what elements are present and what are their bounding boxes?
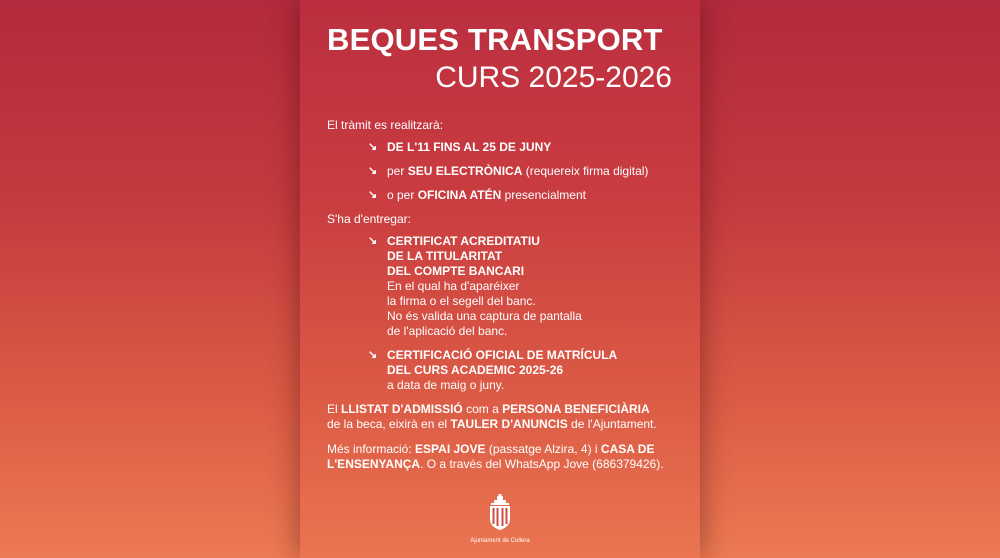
info-text-3: . O a través del WhatsApp Jove (686379426).: [420, 457, 664, 471]
enroll-bold-1: CERTIFICACIÓ OFICIAL DE MATRÍCULA: [387, 348, 618, 362]
arrow-down-right-icon: ↘: [368, 189, 378, 201]
info-text-1: Més informació:: [327, 442, 416, 456]
office-pre: o per: [387, 188, 418, 202]
info-paragraph: [327, 442, 683, 472]
arrow-down-right-icon: ↘: [368, 165, 378, 177]
bank-bold-3: DEL COMPTE BANCARI: [387, 264, 525, 278]
online-post: (requereix firma digital): [522, 164, 649, 178]
bank-bold-1: CERTIFICAT ACREDITATIU: [387, 234, 540, 248]
online-pre: per: [387, 164, 408, 178]
office-bold: OFICINA ATÉN: [417, 188, 502, 202]
bank-bold-2: DE LA TITULARITAT: [387, 249, 503, 263]
admission-paragraph: [327, 402, 683, 432]
dates-text: DE L'11 FINS AL 25 DE JUNY: [387, 140, 552, 154]
bank-line-2: la firma o el segell del banc.: [387, 294, 536, 308]
admission-bold-3: TAULER D'ANUNCIS: [450, 417, 568, 431]
arrow-down-right-icon: ↘: [368, 235, 378, 247]
admission-text-3: de la beca, eixirà en el: [327, 417, 451, 431]
procedure-item-office: [327, 188, 683, 203]
info-bold-2: CASA DE: [600, 442, 655, 456]
online-bold: SEU ELECTRÒNICA: [407, 164, 523, 178]
info-text-2: (passatge Alzira, 4) i: [485, 442, 601, 456]
delivery-intro: S'ha d'entregar:: [327, 212, 411, 226]
title-line-1: BEQUES TRANSPORT: [327, 22, 663, 57]
procedure-intro: El tràmit es realitzarà:: [327, 118, 444, 132]
arrow-down-right-icon: ↘: [368, 349, 378, 361]
logo-caption: Ajuntament de Cullera: [470, 538, 530, 544]
admission-bold-2: PERSONA BENEFICIÀRIA: [502, 402, 650, 416]
enroll-line-1: a data de maig o juny.: [387, 378, 505, 392]
admission-text-1: El: [327, 402, 342, 416]
admission-bold-1: LLISTAT D'ADMISSIÓ: [341, 402, 463, 416]
office-post: presencialment: [501, 188, 586, 202]
arrow-down-right-icon: ↘: [368, 141, 378, 153]
city-coat-of-arms-icon: [487, 493, 513, 531]
bank-line-4: de l'aplicació del banc.: [387, 324, 508, 338]
info-bold-1: ESPAI JOVE: [415, 442, 486, 456]
delivery-item-enrollment-certificate: [327, 348, 683, 393]
bank-line-1: En el qual ha d'aparéixer: [387, 279, 520, 293]
poster-content: [327, 118, 683, 472]
admission-text-4: de l'Ajuntament.: [567, 417, 657, 431]
procedure-item-online: [327, 164, 683, 179]
procedure-item-dates: [327, 140, 683, 155]
bank-line-3: No és valida una captura de pantalla: [387, 309, 582, 323]
enroll-bold-2: DEL CURS ACADEMIC 2025-26: [387, 363, 564, 377]
info-bold-3: L'ENSENYANÇA: [327, 457, 421, 471]
title-line-2: CURS 2025-2026: [435, 61, 672, 94]
delivery-item-bank-certificate: [327, 234, 683, 339]
footer-logo: [470, 493, 530, 544]
admission-text-2: com a: [462, 402, 503, 416]
poster: [300, 0, 700, 558]
